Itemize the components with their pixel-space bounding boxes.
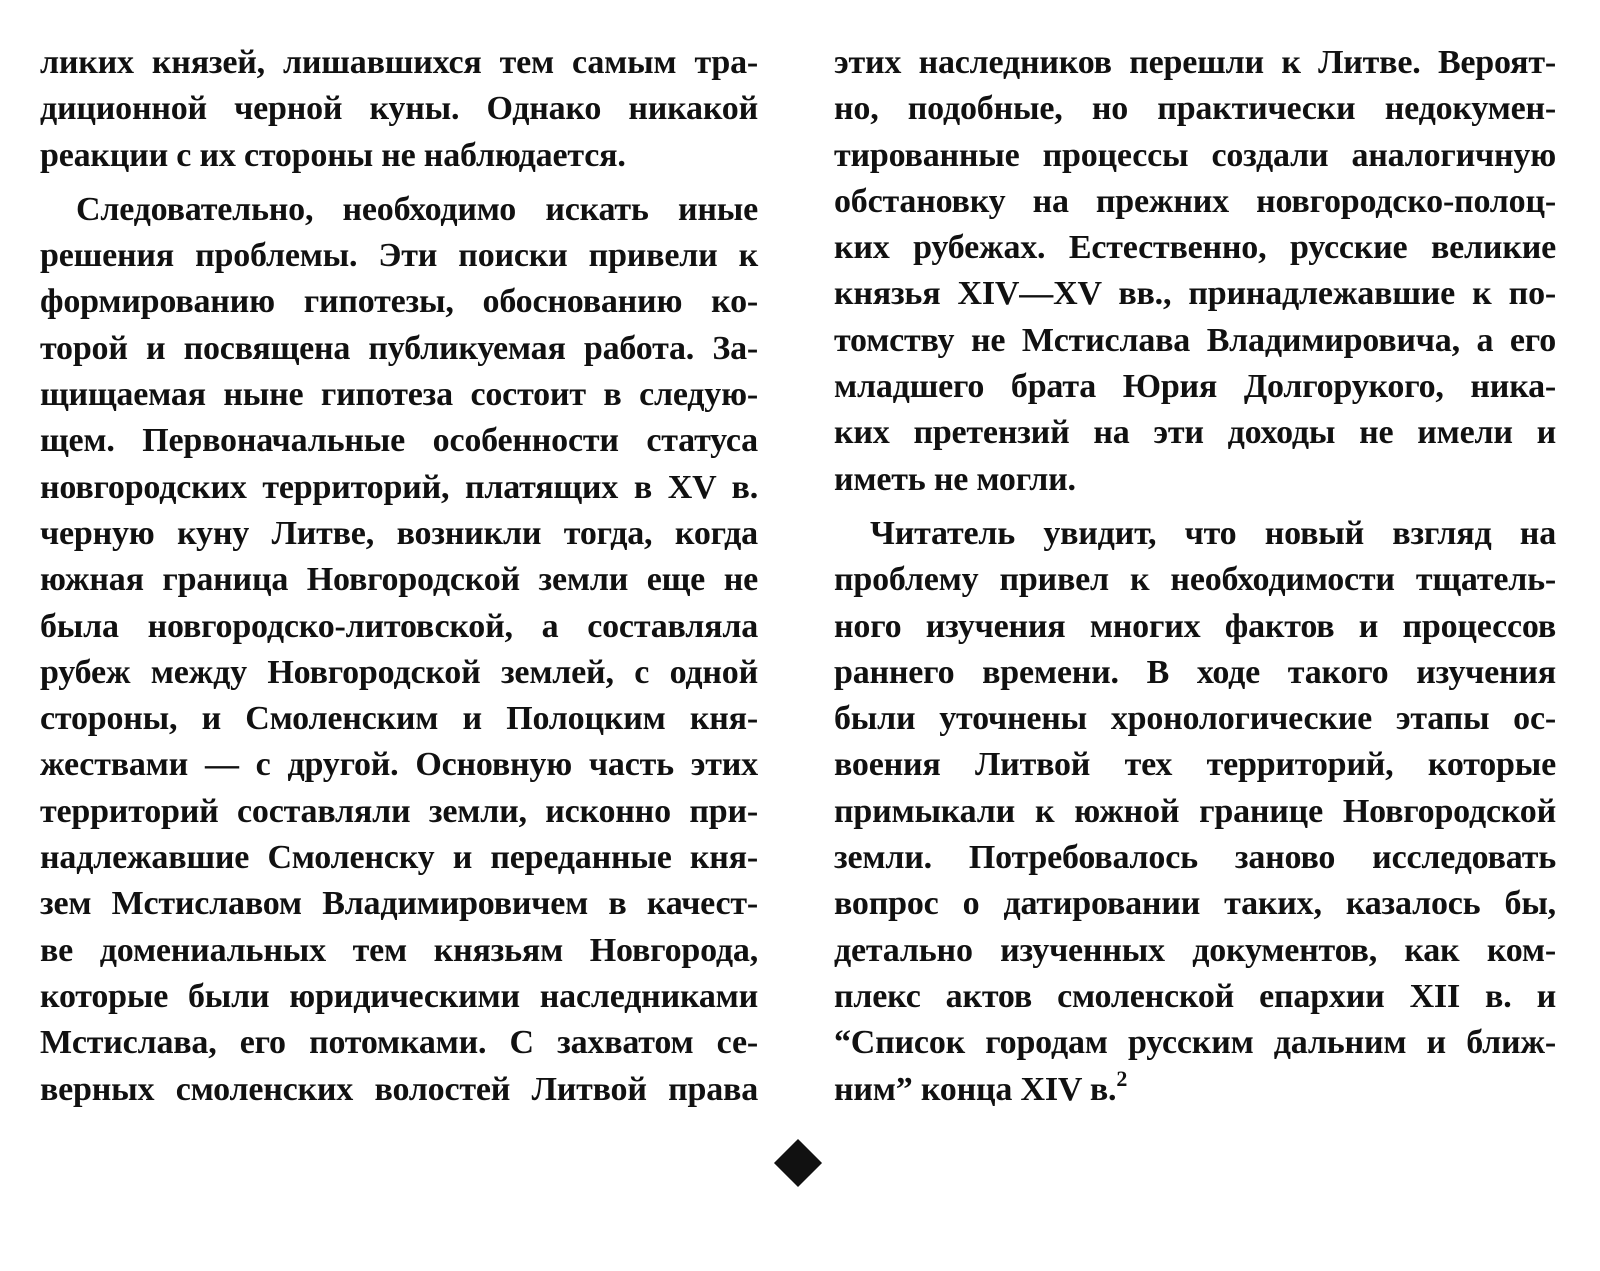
text-line: ве домениальных тем князьям Новгорода, bbox=[40, 931, 758, 969]
text-line: Мстислава, его потомками. С захватом се- bbox=[40, 1024, 758, 1062]
text-line: младшего брата Юрия Долгорукого, ника- bbox=[834, 368, 1556, 406]
text-line: черную куну Литве, возникли тогда, когда bbox=[40, 514, 758, 552]
text-line: Читатель увидит, что новый взгляд на bbox=[870, 514, 1556, 552]
text-line: территорий составляли земли, исконно при- bbox=[40, 792, 758, 830]
text-line: иметь не могли. bbox=[834, 460, 1076, 498]
text-line: южная граница Новгородской земли еще не bbox=[40, 561, 758, 599]
paragraph bbox=[834, 511, 1556, 1113]
text-line: раннего времени. В ходе такого изучения bbox=[834, 653, 1556, 691]
text-line: ного изучения многих фактов и процессов bbox=[834, 607, 1556, 645]
text-line: вопрос о датировании таких, казалось бы, bbox=[834, 885, 1556, 923]
text-line: которые были юридическими наследниками bbox=[40, 977, 758, 1015]
text-line: зем Мстиславом Владимировичем в качест- bbox=[40, 885, 758, 923]
text-line: реакции с их стороны не наблюдается. bbox=[40, 136, 626, 174]
text-line: были уточнены хронологические этапы ос- bbox=[834, 700, 1556, 738]
text-line: щем. Первоначальные особенности статуса bbox=[40, 422, 758, 460]
text-line: воения Литвой тех территорий, которые bbox=[834, 746, 1556, 784]
text-line: примыкали к южной границе Новгородской bbox=[834, 792, 1556, 830]
text-line: решения проблемы. Эти поиски привели к bbox=[40, 237, 758, 275]
text-line: была новгородско-литовской, а составляла bbox=[40, 607, 758, 645]
text-line: князья XIV—XV вв., принадлежавшие к по- bbox=[834, 275, 1556, 313]
text-line: надлежавшие Смоленску и переданные кня- bbox=[40, 839, 758, 877]
text-line: ликих князей, лишавшихся тем самым тра- bbox=[40, 44, 758, 81]
text-line: формированию гипотезы, обоснованию ко- bbox=[40, 283, 758, 321]
text-line: рубеж между Новгородской землей, с одной bbox=[40, 653, 758, 691]
text-line: Следовательно, необходимо искать иные bbox=[76, 190, 758, 228]
text-line: тированные процессы создали аналогичную bbox=[834, 136, 1556, 174]
right-column bbox=[834, 40, 1556, 1113]
text-line: обстановку на прежних новгородско-полоц- bbox=[834, 182, 1556, 220]
paragraph bbox=[40, 40, 758, 179]
text-line-with-footnote bbox=[834, 1067, 1556, 1113]
text-line: щищаемая ныне гипотеза состоит в следую- bbox=[40, 376, 758, 414]
paragraph bbox=[834, 40, 1556, 503]
text-line: ких претензий на эти доходы не имели и bbox=[834, 414, 1556, 452]
footnote-marker[interactable]: 2 bbox=[1116, 1065, 1128, 1091]
text-line: этих наследников перешли к Литве. Вероят- bbox=[834, 44, 1556, 81]
text-line: ним” конца XIV в. bbox=[834, 1070, 1117, 1108]
text-line: плекс актов смоленской епархии XII в. и bbox=[834, 977, 1556, 1015]
text-line: томству не Мстислава Владимировича, а его bbox=[834, 321, 1556, 359]
text-line: “Список городам русским дальним и ближ- bbox=[834, 1024, 1556, 1062]
text-line: ких рубежах. Естественно, русские великие bbox=[834, 229, 1556, 267]
text-line: земли. Потребовалось заново исследовать bbox=[834, 839, 1556, 877]
diamond-icon bbox=[774, 1139, 822, 1187]
text-line: новгородских территорий, платящих в XV в. bbox=[40, 468, 758, 506]
paragraph bbox=[40, 187, 758, 1113]
text-line: жествами — с другой. Основную часть этих bbox=[40, 746, 758, 784]
text-line: детально изученных документов, как ком- bbox=[834, 931, 1556, 969]
text-line: торой и посвящена публикуемая работа. За- bbox=[40, 329, 758, 367]
left-column bbox=[40, 40, 758, 1113]
text-line: верных смоленских волостей Литвой права bbox=[40, 1070, 758, 1108]
text-line: но, подобные, но практически недокумен- bbox=[834, 90, 1556, 128]
text-line: стороны, и Смоленским и Полоцким кня- bbox=[40, 700, 758, 738]
text-line: проблему привел к необходимости тщатель- bbox=[834, 561, 1556, 599]
text-line: диционной черной куны. Однако никакой bbox=[40, 90, 758, 128]
